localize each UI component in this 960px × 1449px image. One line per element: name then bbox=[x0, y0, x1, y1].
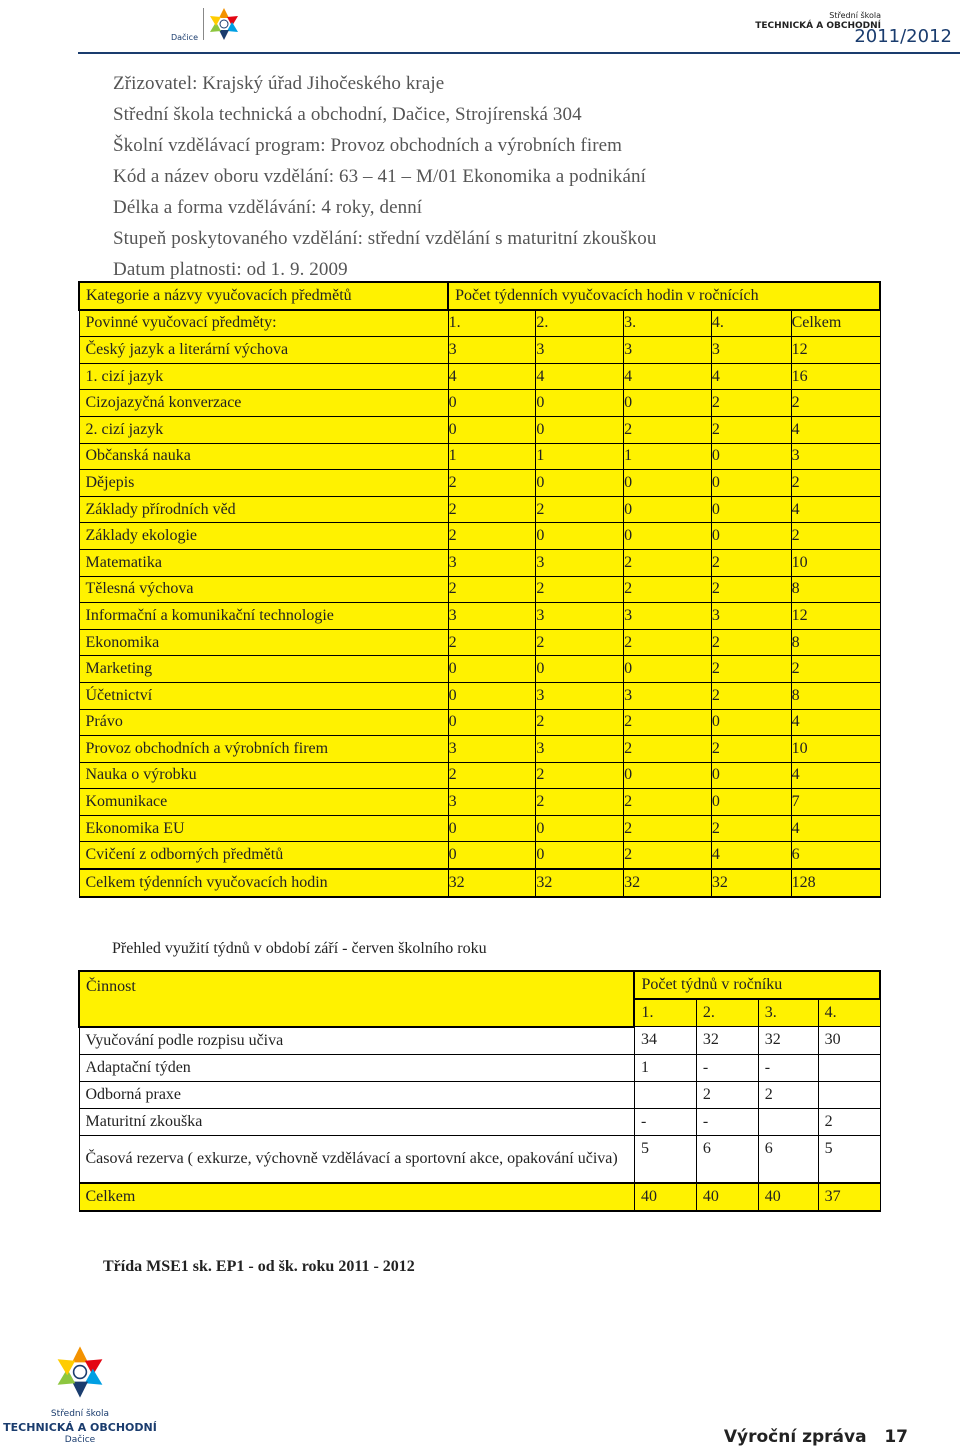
program-info bbox=[113, 68, 656, 285]
subject-hours: 0 bbox=[448, 709, 536, 736]
school-emblem-icon bbox=[206, 4, 242, 44]
subject-hours: 2 bbox=[536, 709, 624, 736]
subject-hours: 0 bbox=[448, 390, 536, 417]
subject-hours: 3 bbox=[624, 337, 712, 364]
subject-hours: 2 bbox=[624, 416, 712, 443]
subject-row bbox=[79, 470, 880, 497]
subject-hours: 0 bbox=[536, 390, 624, 417]
header-logo bbox=[78, 2, 881, 46]
subject-hours: 8 bbox=[791, 576, 880, 603]
subject-row bbox=[79, 789, 880, 816]
subject-hours: 2 bbox=[536, 762, 624, 789]
weeks-total-row bbox=[79, 1183, 880, 1211]
header-logo-divider bbox=[203, 8, 204, 40]
weeks-total-label: Celkem bbox=[79, 1183, 634, 1211]
subject-hours: 2 bbox=[711, 682, 791, 709]
subject-hours: 2 bbox=[448, 629, 536, 656]
subject-hours: 8 bbox=[791, 629, 880, 656]
subject-row bbox=[79, 736, 880, 763]
subject-hours: 0 bbox=[448, 416, 536, 443]
subject-hours: 3 bbox=[536, 603, 624, 630]
page-number: 17 bbox=[884, 1427, 908, 1447]
activity-weeks: 2 bbox=[758, 1081, 818, 1108]
subject-name: Základy ekologie bbox=[79, 523, 448, 550]
subject-hours: 6 bbox=[791, 842, 880, 869]
subject-name: Český jazyk a literární výchova bbox=[79, 337, 448, 364]
subject-hours: 4 bbox=[711, 842, 791, 869]
subject-hours: 0 bbox=[624, 470, 712, 497]
subject-hours: 4 bbox=[536, 363, 624, 390]
subheader-cell: 1. bbox=[448, 310, 536, 337]
subject-hours: 2 bbox=[536, 629, 624, 656]
subject-hours: 0 bbox=[624, 496, 712, 523]
total-hours: 128 bbox=[791, 869, 880, 897]
subject-hours: 0 bbox=[624, 656, 712, 683]
weeks-year-cell: 2. bbox=[696, 999, 758, 1027]
header-logo-text bbox=[78, 10, 881, 43]
activity-weeks: - bbox=[696, 1054, 758, 1081]
subject-hours: 0 bbox=[536, 470, 624, 497]
subject-hours: 12 bbox=[791, 603, 880, 630]
subject-hours: 0 bbox=[711, 523, 791, 550]
activity-weeks: - bbox=[758, 1054, 818, 1081]
subject-hours: 10 bbox=[791, 736, 880, 763]
subheader-cell: 3. bbox=[624, 310, 712, 337]
weeks-year-cell: 1. bbox=[634, 999, 696, 1027]
weeks-title: Přehled využití týdnů v období září - červen školního roku bbox=[112, 940, 487, 957]
activity-weeks: 30 bbox=[818, 1027, 880, 1055]
activity-weeks: 32 bbox=[696, 1027, 758, 1055]
activity-weeks: 5 bbox=[634, 1135, 696, 1183]
subject-hours: 2 bbox=[624, 709, 712, 736]
weeks-table bbox=[78, 970, 881, 1212]
subheader-cell: 4. bbox=[711, 310, 791, 337]
subject-name: Komunikace bbox=[79, 789, 448, 816]
total-label: Celkem týdenních vyučovacích hodin bbox=[79, 869, 448, 897]
subject-row bbox=[79, 603, 880, 630]
subject-name: Ekonomika bbox=[79, 629, 448, 656]
subject-hours: 3 bbox=[624, 603, 712, 630]
subject-hours: 2 bbox=[624, 576, 712, 603]
subject-hours: 2 bbox=[448, 470, 536, 497]
subject-hours: 2 bbox=[711, 736, 791, 763]
subject-hours: 0 bbox=[711, 496, 791, 523]
subject-hours: 2 bbox=[711, 656, 791, 683]
weeks-row bbox=[79, 1054, 880, 1081]
subject-row bbox=[79, 416, 880, 443]
weeks-header-left: Činnost bbox=[79, 971, 634, 1027]
activity-weeks: 1 bbox=[634, 1054, 696, 1081]
subject-name: Účetnictví bbox=[79, 682, 448, 709]
subject-hours: 2 bbox=[711, 390, 791, 417]
subject-hours: 2 bbox=[624, 549, 712, 576]
subject-hours: 2 bbox=[791, 523, 880, 550]
subheader-cell: 2. bbox=[536, 310, 624, 337]
weeks-row bbox=[79, 1135, 880, 1183]
subject-hours: 3 bbox=[448, 736, 536, 763]
subject-hours: 0 bbox=[536, 842, 624, 869]
activity-weeks bbox=[818, 1054, 880, 1081]
subject-name: Tělesná výchova bbox=[79, 576, 448, 603]
activity-weeks: 34 bbox=[634, 1027, 696, 1055]
weeks-total-value: 40 bbox=[634, 1183, 696, 1211]
report-title: Výroční zpráva bbox=[723, 1427, 867, 1447]
subject-hours: 0 bbox=[711, 470, 791, 497]
subject-name: Základy přírodních věd bbox=[79, 496, 448, 523]
subject-hours: 2 bbox=[711, 549, 791, 576]
subject-hours: 0 bbox=[711, 443, 791, 470]
subject-hours: 2 bbox=[711, 629, 791, 656]
subject-name: Cvičení z odborných předmětů bbox=[79, 842, 448, 869]
subject-hours: 2 bbox=[791, 470, 880, 497]
activity-name: Vyučování podle rozpisu učiva bbox=[79, 1027, 634, 1055]
subject-hours: 2 bbox=[624, 789, 712, 816]
subject-hours: 3 bbox=[536, 682, 624, 709]
subject-hours: 0 bbox=[624, 390, 712, 417]
subject-hours: 0 bbox=[536, 656, 624, 683]
subject-hours: 2 bbox=[791, 656, 880, 683]
subject-hours: 0 bbox=[711, 789, 791, 816]
header-logo-line3: Dačice bbox=[170, 33, 198, 42]
subject-name: Informační a komunikační technologie bbox=[79, 603, 448, 630]
info-line: Stupeň poskytovaného vzdělání: střední vzdělání s maturitní zkouškou bbox=[113, 228, 657, 249]
subjects-table bbox=[78, 281, 881, 898]
footer-logo-line3: Dačice bbox=[64, 1435, 96, 1445]
subject-hours: 10 bbox=[791, 549, 880, 576]
subject-hours: 12 bbox=[791, 337, 880, 364]
weeks-header-right: Počet týdnů v ročníku bbox=[634, 971, 880, 999]
subjects-header-right: Počet týdenních vyučovacích hodin v ročnících bbox=[448, 282, 880, 310]
activity-name: Maturitní zkouška bbox=[79, 1108, 634, 1135]
info-line: Datum platnosti: od 1. 9. 2009 bbox=[113, 259, 348, 280]
subject-hours: 3 bbox=[536, 337, 624, 364]
subject-hours: 3 bbox=[448, 603, 536, 630]
header-logo-line2: TECHNICKÁ A OBCHODNÍ bbox=[755, 21, 881, 31]
subject-name: 2. cizí jazyk bbox=[79, 416, 448, 443]
subject-hours: 2 bbox=[711, 416, 791, 443]
footer-report bbox=[724, 1427, 908, 1447]
subject-hours: 2 bbox=[448, 496, 536, 523]
weeks-total-value: 37 bbox=[818, 1183, 880, 1211]
activity-weeks: 32 bbox=[758, 1027, 818, 1055]
subject-row bbox=[79, 629, 880, 656]
subject-hours: 3 bbox=[711, 337, 791, 364]
activity-name: Adaptační týden bbox=[79, 1054, 634, 1081]
subject-hours: 0 bbox=[536, 416, 624, 443]
subject-hours: 3 bbox=[711, 603, 791, 630]
subjects-subheader bbox=[79, 310, 880, 337]
subject-hours: 3 bbox=[448, 549, 536, 576]
subject-hours: 0 bbox=[536, 815, 624, 842]
subject-hours: 0 bbox=[448, 656, 536, 683]
subject-row bbox=[79, 549, 880, 576]
subject-row bbox=[79, 682, 880, 709]
subject-hours: 1 bbox=[536, 443, 624, 470]
total-hours: 32 bbox=[536, 869, 624, 897]
subject-hours: 4 bbox=[791, 496, 880, 523]
activity-weeks: 6 bbox=[758, 1135, 818, 1183]
subject-row bbox=[79, 523, 880, 550]
activity-weeks bbox=[758, 1108, 818, 1135]
subject-hours: 0 bbox=[448, 682, 536, 709]
subheader-cell: Povinné vyučovací předměty: bbox=[79, 310, 448, 337]
subject-hours: 0 bbox=[624, 523, 712, 550]
subject-hours: 0 bbox=[536, 523, 624, 550]
weeks-total-value: 40 bbox=[696, 1183, 758, 1211]
subject-hours: 3 bbox=[448, 337, 536, 364]
subject-name: Marketing bbox=[79, 656, 448, 683]
subject-hours: 16 bbox=[791, 363, 880, 390]
subject-hours: 2 bbox=[536, 789, 624, 816]
subject-hours: 4 bbox=[791, 762, 880, 789]
subject-row bbox=[79, 815, 880, 842]
activity-weeks: - bbox=[634, 1108, 696, 1135]
subject-row bbox=[79, 390, 880, 417]
subject-row bbox=[79, 709, 880, 736]
weeks-row bbox=[79, 1081, 880, 1108]
subject-hours: 0 bbox=[624, 762, 712, 789]
subject-hours: 0 bbox=[711, 762, 791, 789]
info-line: Zřizovatel: Krajský úřad Jihočeského kraje bbox=[113, 73, 445, 94]
subjects-table-header bbox=[79, 282, 880, 310]
subject-hours: 2 bbox=[711, 576, 791, 603]
subject-name: Ekonomika EU bbox=[79, 815, 448, 842]
weeks-row bbox=[79, 1108, 880, 1135]
subject-hours: 2 bbox=[624, 629, 712, 656]
subject-hours: 2 bbox=[536, 576, 624, 603]
subject-name: Provoz obchodních a výrobních firem bbox=[79, 736, 448, 763]
weeks-row bbox=[79, 1027, 880, 1055]
total-hours: 32 bbox=[624, 869, 712, 897]
footer-logo-line1: Střední škola bbox=[50, 1409, 110, 1419]
subject-hours: 2 bbox=[624, 842, 712, 869]
subject-hours: 0 bbox=[448, 815, 536, 842]
info-line: Střední škola technická a obchodní, Dačice, Strojírenská 304 bbox=[113, 104, 582, 125]
subject-hours: 3 bbox=[448, 789, 536, 816]
footer-logo bbox=[0, 1340, 170, 1449]
subject-hours: 4 bbox=[711, 363, 791, 390]
subject-hours: 2 bbox=[624, 736, 712, 763]
subject-row bbox=[79, 656, 880, 683]
subject-hours: 4 bbox=[791, 709, 880, 736]
header-year: 2011/2012 bbox=[854, 26, 952, 47]
header-logo-line1: Střední škola bbox=[829, 11, 881, 20]
subject-hours: 0 bbox=[711, 709, 791, 736]
activity-name: Časová rezerva ( exkurze, výchovně vzdělávací a sportovní akce, opakování učiva) bbox=[79, 1135, 634, 1183]
subject-hours: 1 bbox=[624, 443, 712, 470]
subject-hours: 3 bbox=[536, 736, 624, 763]
subject-hours: 8 bbox=[791, 682, 880, 709]
weeks-header bbox=[79, 971, 880, 999]
subject-name: Právo bbox=[79, 709, 448, 736]
footer-logo-line2: TECHNICKÁ A OBCHODNÍ bbox=[3, 1421, 157, 1434]
subject-name: 1. cizí jazyk bbox=[79, 363, 448, 390]
subject-name: Nauka o výrobku bbox=[79, 762, 448, 789]
subject-hours: 2 bbox=[624, 815, 712, 842]
subject-row bbox=[79, 337, 880, 364]
subject-hours: 3 bbox=[791, 443, 880, 470]
class-label: Třída MSE1 sk. EP1 - od šk. roku 2011 - 2012 bbox=[103, 1258, 415, 1275]
subject-hours: 7 bbox=[791, 789, 880, 816]
subject-hours: 4 bbox=[624, 363, 712, 390]
header-rule bbox=[78, 52, 960, 54]
subject-row bbox=[79, 363, 880, 390]
total-hours: 32 bbox=[711, 869, 791, 897]
activity-weeks: 2 bbox=[696, 1081, 758, 1108]
subject-hours: 0 bbox=[448, 842, 536, 869]
activity-weeks: 6 bbox=[696, 1135, 758, 1183]
subject-name: Občanská nauka bbox=[79, 443, 448, 470]
subject-hours: 3 bbox=[536, 549, 624, 576]
subject-row bbox=[79, 842, 880, 869]
subject-hours: 2 bbox=[791, 390, 880, 417]
subject-hours: 2 bbox=[448, 576, 536, 603]
subject-hours: 1 bbox=[448, 443, 536, 470]
subject-hours: 2 bbox=[448, 523, 536, 550]
info-line: Kód a název oboru vzdělání: 63 – 41 – M/01 Ekonomika a podnikání bbox=[113, 166, 647, 187]
subject-name: Matematika bbox=[79, 549, 448, 576]
footer-logo-text bbox=[0, 1408, 160, 1447]
subjects-header-left: Kategorie a názvy vyučovacích předmětů bbox=[79, 282, 448, 310]
subjects-total-row bbox=[79, 869, 880, 897]
subject-row bbox=[79, 762, 880, 789]
subject-name: Cizojazyčná konverzace bbox=[79, 390, 448, 417]
weeks-year-cell: 3. bbox=[758, 999, 818, 1027]
subject-row bbox=[79, 576, 880, 603]
subject-hours: 4 bbox=[791, 416, 880, 443]
subheader-cell: Celkem bbox=[791, 310, 880, 337]
activity-weeks: 2 bbox=[818, 1108, 880, 1135]
activity-weeks: 5 bbox=[818, 1135, 880, 1183]
total-hours: 32 bbox=[448, 869, 536, 897]
weeks-total-value: 40 bbox=[758, 1183, 818, 1211]
subject-hours: 2 bbox=[448, 762, 536, 789]
weeks-year-cell: 4. bbox=[818, 999, 880, 1027]
info-line: Školní vzdělávací program: Provoz obchodních a výrobních firem bbox=[113, 135, 623, 156]
subject-row bbox=[79, 443, 880, 470]
school-emblem-icon bbox=[50, 1340, 110, 1404]
activity-name: Odborná praxe bbox=[79, 1081, 634, 1108]
subject-hours: 4 bbox=[791, 815, 880, 842]
info-line: Délka a forma vzdělávání: 4 roky, denní bbox=[113, 197, 423, 218]
subject-name: Dějepis bbox=[79, 470, 448, 497]
subject-hours: 2 bbox=[711, 815, 791, 842]
subject-hours: 3 bbox=[624, 682, 712, 709]
subject-hours: 2 bbox=[536, 496, 624, 523]
subject-hours: 4 bbox=[448, 363, 536, 390]
subject-row bbox=[79, 496, 880, 523]
activity-weeks: - bbox=[696, 1108, 758, 1135]
activity-weeks bbox=[818, 1081, 880, 1108]
activity-weeks bbox=[634, 1081, 696, 1108]
